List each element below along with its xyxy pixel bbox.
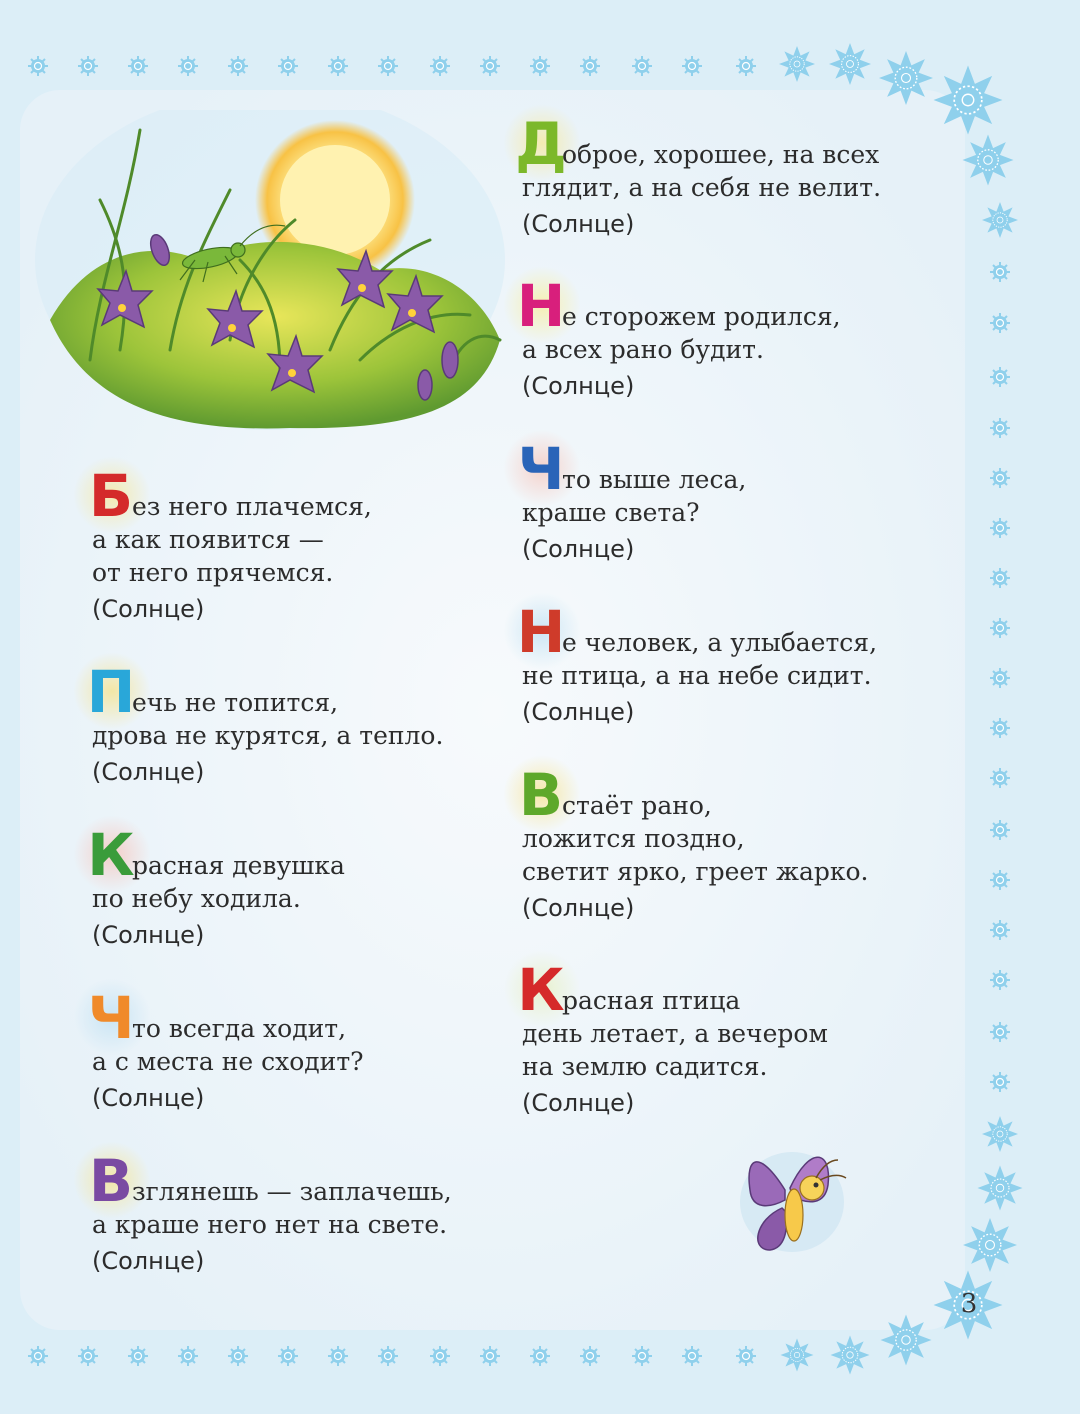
riddle-answer: (Солнце) bbox=[92, 1247, 205, 1275]
drop-cap: П bbox=[82, 659, 140, 725]
riddle-line: краше света? bbox=[522, 498, 700, 527]
riddle-line: на землю садится. bbox=[522, 1052, 768, 1081]
drop-cap: К bbox=[512, 957, 570, 1023]
riddle-first-line: Д оброе, хорошее, на всех bbox=[522, 138, 881, 171]
riddle-first-line: Ч то выше леса, bbox=[522, 463, 746, 496]
riddle-line: по небу ходила. bbox=[92, 884, 301, 913]
riddle-line: от него прячемся. bbox=[92, 558, 334, 587]
riddle-answer: (Солнце) bbox=[522, 535, 635, 563]
riddle-4 bbox=[87, 984, 364, 1115]
riddle-line: светит ярко, греет жарко. bbox=[522, 857, 869, 886]
riddle-answer: (Солнце) bbox=[92, 758, 205, 786]
riddle-answer: (Солнце) bbox=[522, 894, 635, 922]
drop-cap: К bbox=[82, 822, 140, 888]
riddle-line: глядит, а на себя не велит. bbox=[522, 173, 882, 202]
riddle-first-line: В зглянешь — заплачешь, bbox=[92, 1175, 452, 1208]
drop-cap: Н bbox=[512, 599, 570, 665]
riddle-first-line: В стаёт рано, bbox=[522, 789, 868, 822]
riddle-line: не птица, а на небе сидит. bbox=[522, 661, 872, 690]
riddle-answer: (Солнце) bbox=[522, 698, 635, 726]
riddle-answer: (Солнце) bbox=[522, 210, 635, 238]
drop-cap: В bbox=[82, 1148, 140, 1214]
drop-cap: Д bbox=[512, 111, 570, 177]
riddle-answer: (Солнце) bbox=[522, 372, 635, 400]
riddle-line: а как появится — bbox=[92, 525, 324, 554]
drop-cap: Н bbox=[512, 273, 570, 339]
riddle-line: дрова не курятся, а тепло. bbox=[92, 721, 444, 750]
riddle-first-line: К расная птица bbox=[522, 984, 828, 1017]
riddle-line: а всех рано будит. bbox=[522, 335, 764, 364]
riddle-1 bbox=[88, 462, 372, 626]
riddle-answer: (Солнце) bbox=[92, 595, 205, 623]
butterfly-icon bbox=[730, 1130, 870, 1265]
riddle-7 bbox=[516, 272, 841, 403]
riddle-answer: (Солнце) bbox=[92, 1084, 205, 1112]
riddle-answer: (Солнце) bbox=[522, 1089, 635, 1117]
riddle-9 bbox=[516, 598, 878, 729]
riddle-line: ложится поздно, bbox=[522, 824, 745, 853]
riddle-first-line: Н е сторожем родился, bbox=[522, 300, 841, 333]
riddle-answer: (Солнце) bbox=[92, 921, 205, 949]
riddle-11 bbox=[517, 956, 828, 1120]
riddle-first-line: Н е человек, а улыбается, bbox=[522, 626, 877, 659]
riddle-first-line: Б ез него плачемся, bbox=[92, 490, 372, 523]
riddle-first-line: П ечь не топится, bbox=[92, 686, 443, 719]
riddle-first-line: Ч то всегда ходит, bbox=[92, 1012, 364, 1045]
riddle-6 bbox=[515, 110, 882, 241]
riddle-10 bbox=[518, 761, 869, 925]
riddle-3 bbox=[87, 821, 345, 952]
riddle-line: а краше него нет на свете. bbox=[92, 1210, 448, 1239]
drop-cap: В bbox=[512, 762, 570, 828]
riddle-8 bbox=[517, 435, 747, 566]
sun-meadow-illustration bbox=[30, 110, 510, 445]
riddle-line: а с места не сходит? bbox=[92, 1047, 364, 1076]
riddle-first-line: К расная девушка bbox=[92, 849, 345, 882]
riddle-line: день летает, а вечером bbox=[522, 1019, 828, 1048]
drop-cap: Б bbox=[82, 463, 140, 529]
riddle-2 bbox=[86, 658, 444, 789]
drop-cap: Ч bbox=[512, 436, 570, 502]
page-number: 3 bbox=[960, 1289, 978, 1319]
riddle-5 bbox=[88, 1147, 452, 1278]
drop-cap: Ч bbox=[82, 985, 140, 1051]
